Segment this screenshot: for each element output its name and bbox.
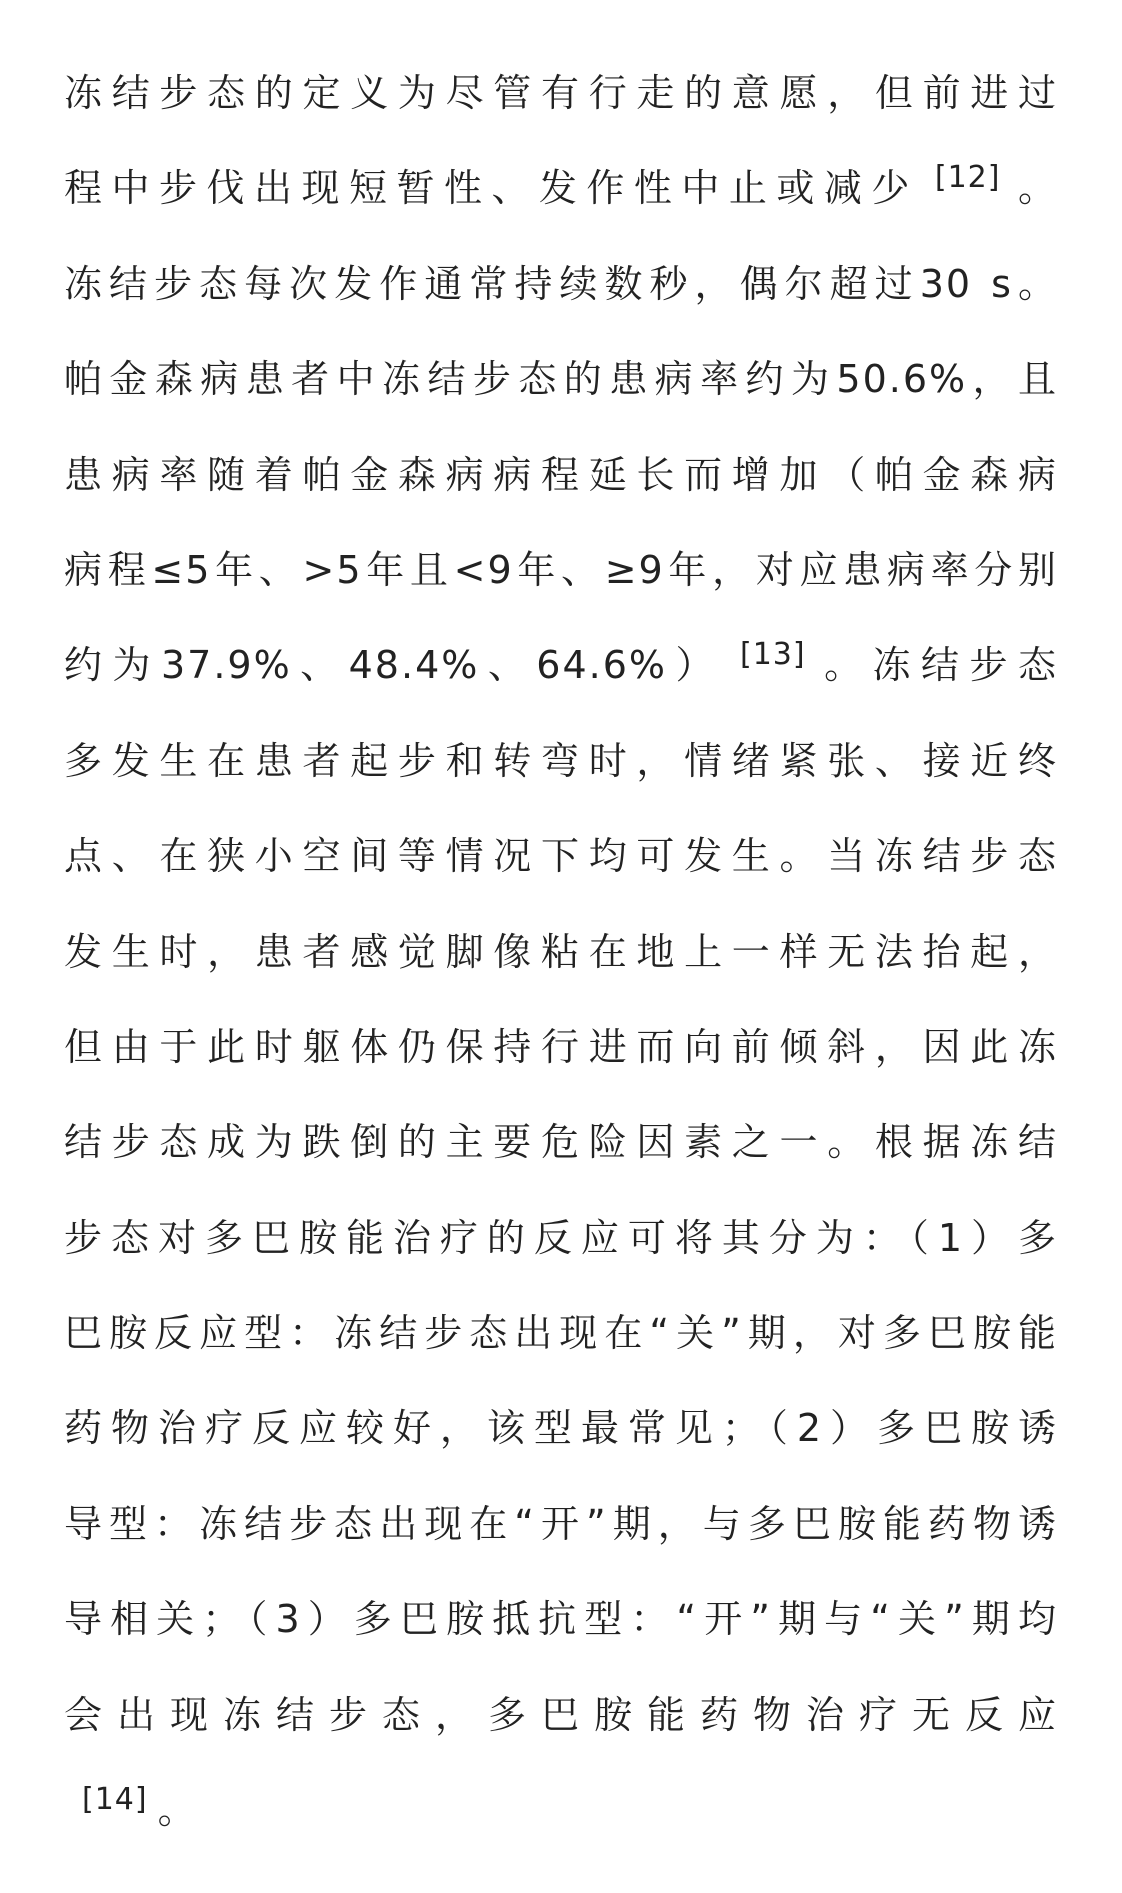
text-line	[64, 1286, 1058, 1381]
text-segment: 药物治疗反应较好，该型最常见；（2）多巴胺诱	[64, 1406, 1058, 1451]
text-segment: 患病率随着帕金森病病程延长而增加（帕金森病	[64, 452, 1058, 497]
article-body	[64, 46, 1058, 1858]
citation-ref: [14]	[82, 1782, 148, 1818]
text-segment: 发生时，患者感觉脚像粘在地上一样无法抬起，	[64, 929, 1058, 974]
text-segment: 导相关；（3）多巴胺抵抗型：“开”期与“关”期均	[64, 1597, 1058, 1642]
text-segment: 会出现冻结步态，多巴胺能药物治疗无反应	[64, 1692, 1058, 1737]
text-segment: 多发生在患者起步和转弯时，情绪紧张、接近终	[64, 738, 1058, 783]
citation-ref: [12]	[934, 160, 1001, 196]
text-line	[64, 46, 1058, 141]
text-line	[64, 523, 1058, 618]
text-line	[64, 1477, 1058, 1572]
text-segment: 步态对多巴胺能治疗的反应可将其分为：（1）多	[64, 1215, 1058, 1260]
paragraph	[64, 46, 1058, 1858]
text-line	[64, 809, 1058, 904]
text-segment: 。	[157, 1788, 198, 1833]
text-line	[64, 428, 1058, 523]
citation-ref: [13]	[740, 637, 806, 673]
text-line	[64, 332, 1058, 427]
text-segment: 结步态成为跌倒的主要危险因素之一。根据冻结	[64, 1120, 1058, 1165]
text-segment: 点、在狭小空间等情况下均可发生。当冻结步态	[64, 834, 1058, 879]
text-segment: 。冻结步态	[815, 643, 1058, 688]
text-line	[64, 237, 1058, 332]
text-segment: 程中步伐出现短暂性、发作性中止或减少	[64, 166, 919, 211]
text-segment: 导型：冻结步态出现在“开”期，与多巴胺能药物诱	[64, 1501, 1058, 1546]
text-line	[64, 618, 1058, 713]
text-line	[64, 1095, 1058, 1190]
text-line	[64, 1000, 1058, 1095]
text-line	[64, 1381, 1058, 1476]
text-line	[64, 141, 1058, 236]
text-segment: 病程≤5年、>5年且<9年、≥9年，对应患病率分别	[64, 547, 1058, 592]
text-segment: 。	[1010, 166, 1058, 211]
text-line	[64, 714, 1058, 809]
text-segment: 约为37.9%、48.4%、64.6%）	[64, 643, 724, 688]
text-line	[64, 905, 1058, 1000]
text-line	[64, 1572, 1058, 1667]
text-segment: 巴胺反应型：冻结步态出现在“关”期，对多巴胺能	[64, 1311, 1058, 1356]
text-segment: 帕金森病患者中冻结步态的患病率约为50.6%，且	[64, 357, 1058, 402]
text-line	[64, 1763, 1058, 1858]
text-segment: 冻结步态的定义为尽管有行走的意愿，但前进过	[64, 71, 1058, 115]
text-line	[64, 1191, 1058, 1286]
text-line	[64, 1668, 1058, 1763]
text-segment: 冻结步态每次发作通常持续数秒，偶尔超过30 s。	[64, 261, 1058, 306]
text-segment: 但由于此时躯体仍保持行进而向前倾斜，因此冻	[64, 1024, 1058, 1069]
